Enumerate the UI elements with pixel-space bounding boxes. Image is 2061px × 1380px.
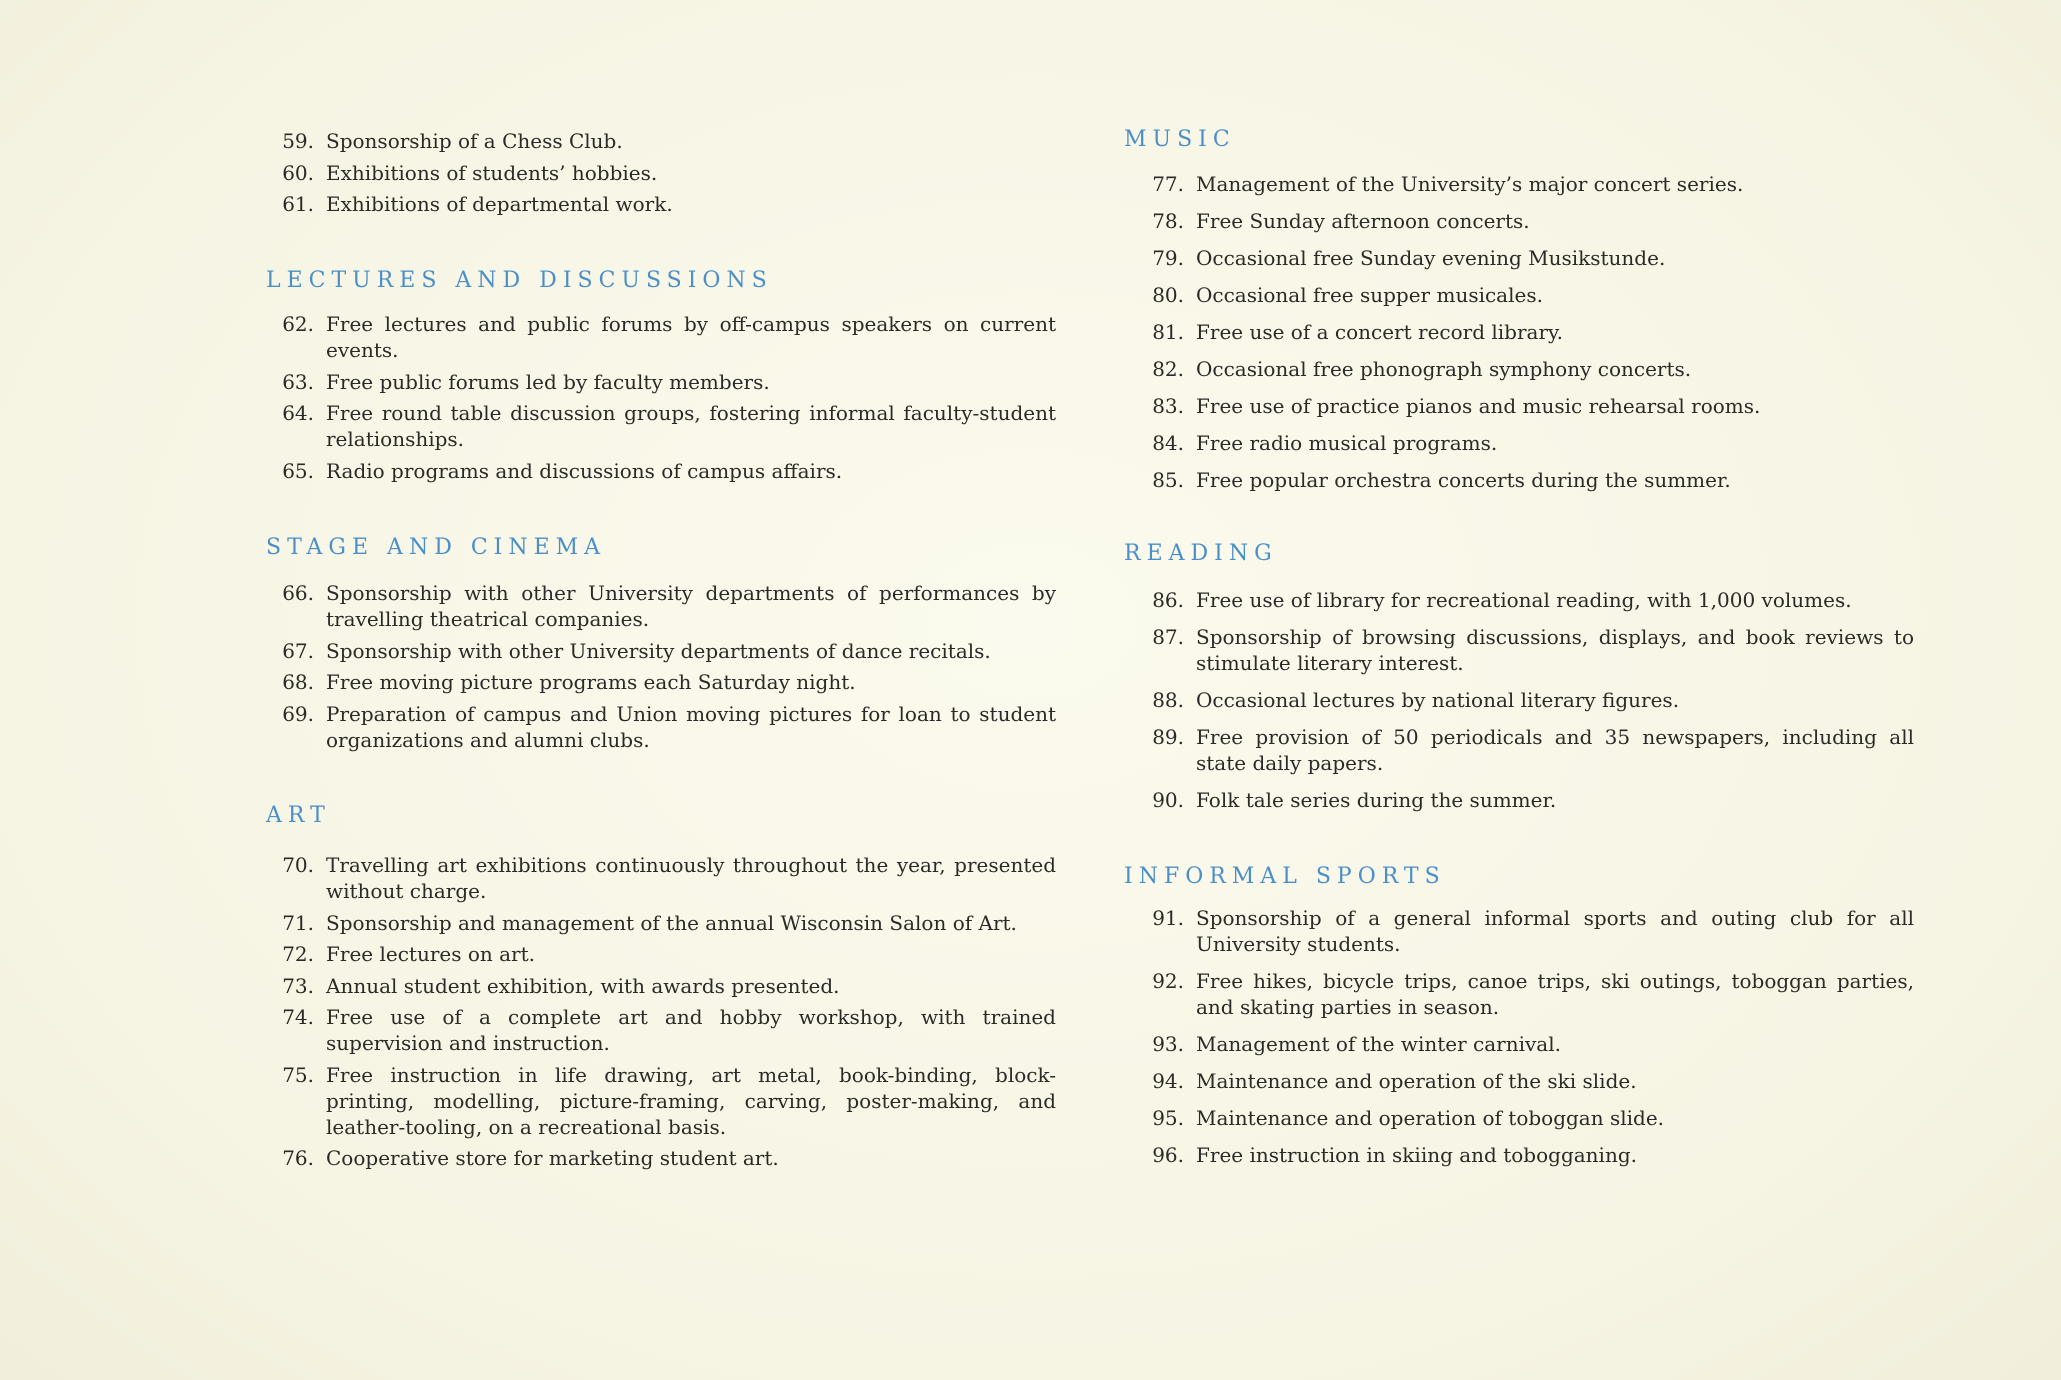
item-text: Occasional free phonograph symphony concerts. <box>1196 357 1692 381</box>
item-number: 77. <box>1152 172 1184 196</box>
section-heading: INFORMAL SPORTS <box>1124 864 1446 889</box>
section-music <box>1124 127 1914 504</box>
item-number: 82. <box>1152 357 1184 381</box>
item-number: 60. <box>282 160 314 185</box>
item-text: Exhibitions of students’ hobbies. <box>326 160 658 185</box>
section-items <box>1138 587 1914 813</box>
item-number: 73. <box>282 973 314 998</box>
item-text: Free use of practice pianos and music rehearsal rooms. <box>1196 394 1761 418</box>
section-items <box>1138 905 1914 1168</box>
item-number: 84. <box>1152 431 1184 455</box>
item-number: 66. <box>282 581 314 605</box>
item-text: Cooperative store for marketing student art. <box>326 1146 779 1170</box>
item-text: Sponsorship with other University departments of performances by travelling theatrical companies. <box>326 581 1056 631</box>
section-informal-sports <box>1124 864 1914 1179</box>
list-item <box>1138 282 1914 308</box>
list-item <box>268 701 1056 753</box>
list-item <box>1138 787 1914 813</box>
item-number: 69. <box>282 701 314 726</box>
list-item <box>268 1004 1056 1056</box>
item-text: Free lectures and public forums by off-campus speakers on current events. <box>326 312 1056 362</box>
item-text: Free moving picture programs each Saturday night. <box>326 670 856 694</box>
section-lectures <box>266 268 1056 489</box>
item-text: Free instruction in skiing and tobogganing. <box>1196 1143 1637 1167</box>
intro-items <box>268 128 1058 217</box>
list-item <box>268 458 1056 484</box>
item-number: 74. <box>282 1005 314 1029</box>
list-item <box>268 160 1058 186</box>
item-text: Free use of a complete art and hobby workshop, with trained supervision and instruction. <box>326 1005 1056 1055</box>
list-item <box>1138 356 1914 382</box>
item-text: Sponsorship of a general informal sports and outing club for all University students. <box>1196 906 1914 956</box>
list-item <box>1138 1031 1914 1057</box>
item-number: 92. <box>1152 969 1184 993</box>
list-item <box>1138 430 1914 456</box>
list-item <box>1138 1142 1914 1168</box>
list-item <box>1138 467 1914 493</box>
item-number: 59. <box>282 129 314 153</box>
list-item <box>268 311 1056 363</box>
list-item <box>268 852 1056 904</box>
item-number: 83. <box>1152 394 1184 418</box>
item-number: 94. <box>1152 1069 1184 1093</box>
item-text: Free hikes, bicycle trips, canoe trips, ski outings, toboggan parties, and skating parties in season. <box>1196 969 1914 1019</box>
item-text: Exhibitions of departmental work. <box>326 192 673 216</box>
item-number: 80. <box>1152 283 1184 307</box>
list-item <box>268 580 1056 632</box>
list-item <box>1138 208 1914 234</box>
item-number: 72. <box>282 942 314 966</box>
list-item <box>1138 1068 1914 1094</box>
item-number: 61. <box>282 192 314 216</box>
item-number: 62. <box>282 312 314 336</box>
item-number: 91. <box>1152 906 1184 930</box>
item-number: 65. <box>282 458 314 483</box>
section-items <box>268 311 1056 484</box>
item-text: Occasional lectures by national literary figures. <box>1196 688 1680 712</box>
item-text: Folk tale series during the summer. <box>1196 788 1557 812</box>
item-text: Free round table discussion groups, fostering informal faculty-student relationships. <box>326 401 1056 451</box>
item-text: Sponsorship and management of the annual Wisconsin Salon of Art. <box>326 910 1017 935</box>
item-number: 76. <box>282 1146 314 1170</box>
list-item <box>1138 587 1914 613</box>
item-number: 63. <box>282 369 314 394</box>
item-number: 78. <box>1152 209 1184 233</box>
item-text: Sponsorship of a Chess Club. <box>326 129 623 153</box>
list-item <box>1138 968 1914 1020</box>
item-text: Free public forums led by faculty members. <box>326 369 770 394</box>
item-text: Free Sunday afternoon concerts. <box>1196 209 1530 233</box>
list-item <box>268 638 1056 664</box>
section-heading: MUSIC <box>1124 127 1236 152</box>
item-number: 89. <box>1152 725 1184 749</box>
item-text: Sponsorship of browsing discussions, displays, and book reviews to stimulate literary interest. <box>1196 625 1914 675</box>
section-items <box>1138 171 1914 493</box>
item-number: 90. <box>1152 788 1184 812</box>
list-item <box>268 369 1056 395</box>
item-number: 95. <box>1152 1106 1184 1130</box>
item-number: 93. <box>1152 1032 1184 1056</box>
item-number: 68. <box>282 670 314 694</box>
section-heading: STAGE AND CINEMA <box>266 535 607 560</box>
item-text: Free radio musical programs. <box>1196 431 1498 455</box>
item-number: 79. <box>1152 246 1184 270</box>
list-item <box>268 1062 1056 1140</box>
item-text: Occasional free Sunday evening Musikstunde. <box>1196 246 1666 270</box>
item-text: Free lectures on art. <box>326 942 535 966</box>
item-text: Free popular orchestra concerts during the summer. <box>1196 468 1731 492</box>
list-item <box>268 973 1056 999</box>
list-item <box>1138 687 1914 713</box>
item-number: 67. <box>282 638 314 663</box>
list-item <box>268 941 1056 967</box>
item-number: 81. <box>1152 320 1184 344</box>
item-text: Free use of library for recreational reading, with 1,000 volumes. <box>1196 588 1852 612</box>
item-text: Radio programs and discussions of campus affairs. <box>326 458 843 483</box>
item-text: Occasional free supper musicales. <box>1196 283 1543 307</box>
item-text: Maintenance and operation of toboggan slide. <box>1196 1106 1665 1130</box>
list-item <box>268 669 1056 695</box>
section-heading: READING <box>1124 541 1278 566</box>
item-number: 64. <box>282 401 314 425</box>
item-text: Maintenance and operation of the ski slide. <box>1196 1069 1637 1093</box>
section-items <box>268 580 1056 753</box>
item-text: Travelling art exhibitions continuously throughout the year, presented without charge. <box>326 853 1056 903</box>
list-item <box>268 191 1058 217</box>
list-item <box>268 1145 1056 1171</box>
section-reading <box>1124 541 1914 824</box>
item-number: 85. <box>1152 468 1184 492</box>
item-text: Management of the winter carnival. <box>1196 1032 1561 1056</box>
section-items <box>268 852 1056 1171</box>
intro-list <box>268 128 1058 223</box>
list-item <box>1138 319 1914 345</box>
item-text: Preparation of campus and Union moving pictures for loan to student organizations and alumni clubs. <box>326 701 1056 752</box>
list-item <box>1138 905 1914 957</box>
item-number: 70. <box>282 853 314 877</box>
section-art <box>266 803 1056 1177</box>
list-item <box>1138 171 1914 197</box>
item-number: 88. <box>1152 688 1184 712</box>
item-number: 96. <box>1152 1143 1184 1167</box>
section-stage-cinema <box>266 535 1056 758</box>
list-item <box>1138 1105 1914 1131</box>
item-text: Annual student exhibition, with awards presented. <box>326 973 840 998</box>
item-number: 87. <box>1152 625 1184 649</box>
list-item <box>268 400 1056 452</box>
item-text: Free use of a concert record library. <box>1196 320 1564 344</box>
item-number: 86. <box>1152 588 1184 612</box>
item-text: Free provision of 50 periodicals and 35 newspapers, including all state daily papers. <box>1196 725 1914 775</box>
section-heading: LECTURES AND DISCUSSIONS <box>266 268 773 293</box>
list-item <box>1138 724 1914 776</box>
section-heading: ART <box>266 803 331 828</box>
item-text: Management of the University’s major concert series. <box>1196 172 1744 196</box>
item-number: 71. <box>282 910 314 935</box>
item-text: Free instruction in life drawing, art metal, book-binding, block-printing, modelling, picture-framing, carving, poster-making, and leather-tooling, on a recreational basis. <box>326 1062 1056 1139</box>
list-item <box>1138 393 1914 419</box>
item-text: Sponsorship with other University departments of dance recitals. <box>326 638 991 663</box>
list-item <box>1138 624 1914 676</box>
item-number: 75. <box>282 1062 314 1087</box>
list-item <box>268 910 1056 936</box>
list-item <box>1138 245 1914 271</box>
list-item <box>268 128 1058 154</box>
